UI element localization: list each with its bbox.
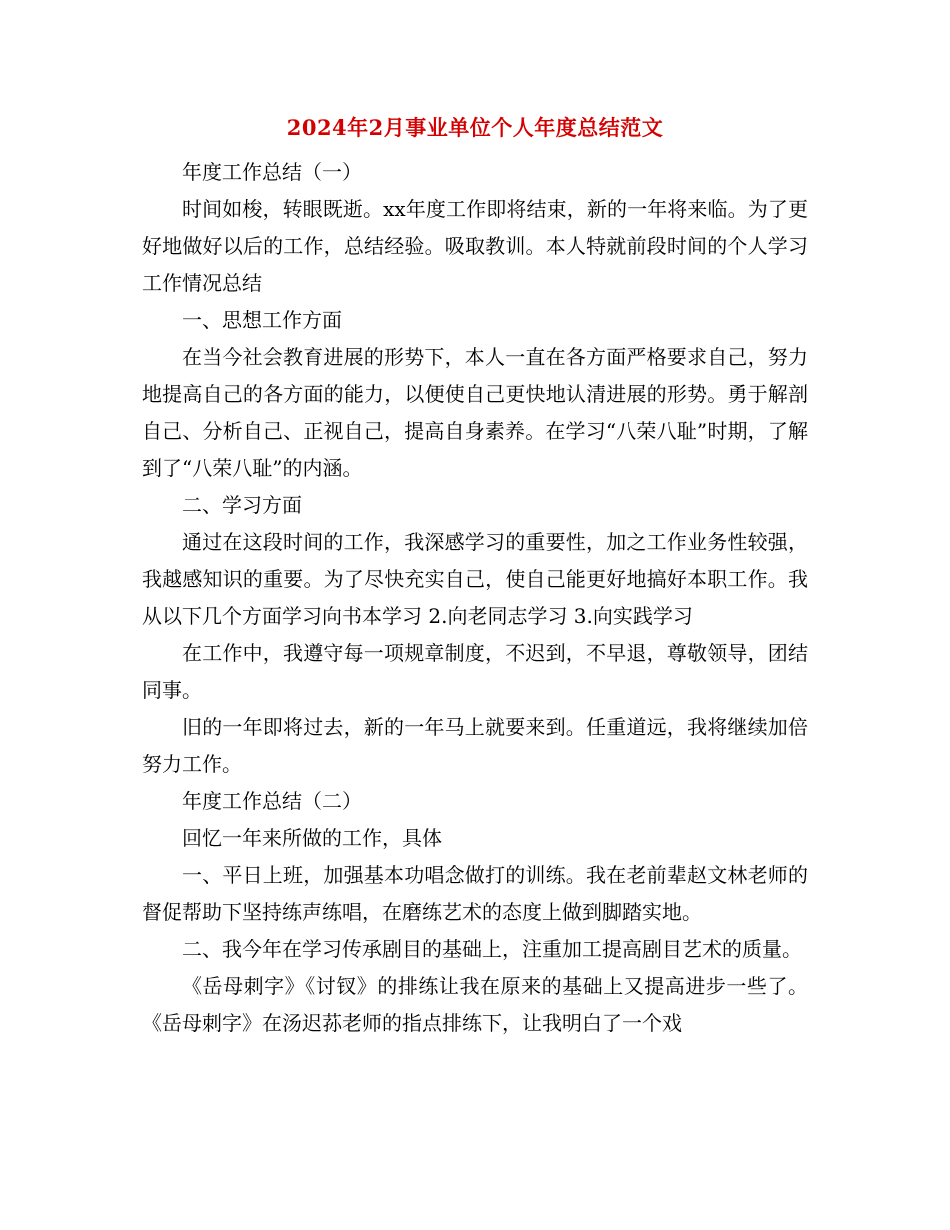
paragraph-closing: 旧的一年即将过去，新的一年马上就要来到。任重道远，我将继续加倍努力工作。 (142, 715, 808, 776)
paragraph-study: 通过在这段时间的工作，我深感学习的重要性，加之工作业务性较强，我越感知识的重要。为了尽快充实自己，使自己能更好地搞好本职工作。我从以下几个方面学习向书本学习 2.向老同志学习 3.向实践学习 (142, 530, 808, 628)
paragraph-thought-work: 在当今社会教育进展的形势下，本人一直在各方面严格要求自己，努力地提高自己的各方面的能力，以便使自己更快地认清进展的形势。勇于解剖自己、分析自己、正视自己，提高自身素养。在学习“八荣八耻”时期，了解到了“八荣八耻”的内涵。 (142, 345, 808, 480)
subheading-study: 二、学习方面 (182, 493, 302, 517)
document-title: 2024年2月事业单位个人年度总结范文 (286, 115, 664, 140)
section-heading-2: 年度工作总结（二） (182, 789, 362, 813)
paragraph-intro: 时间如梭，转眼既逝。xx年度工作即将结束，新的一年将来临。为了更好地做好以后的工作，总结经验。吸取教训。本人特就前段时间的个人学习工作情况总结 (142, 197, 808, 295)
document-body (142, 154, 808, 1042)
paragraph-point-1: 一、平日上班，加强基本功唱念做打的训练。我在老前辈赵文林老师的督促帮助下坚持练声练唱，在磨练艺术的态度上做到脚踏实地。 (142, 863, 808, 924)
subheading-thought-work: 一、思想工作方面 (182, 308, 342, 332)
paragraph-repertoire: 《岳母刺字》《讨钗》的排练让我在原来的基础上又提高进步一些了。《岳母刺字》在汤迟荪老师的指点排练下，让我明白了一个戏 (142, 974, 808, 1035)
paragraph-point-2: 二、我今年在学习传承剧目的基础上，注重加工提高剧目艺术的质量。 (182, 937, 802, 961)
paragraph-discipline: 在工作中，我遵守每一项规章制度，不迟到，不早退，尊敬领导，团结同事。 (142, 641, 808, 702)
section-heading-1: 年度工作总结（一） (182, 160, 362, 184)
paragraph-review: 回忆一年来所做的工作，具体 (182, 826, 442, 850)
